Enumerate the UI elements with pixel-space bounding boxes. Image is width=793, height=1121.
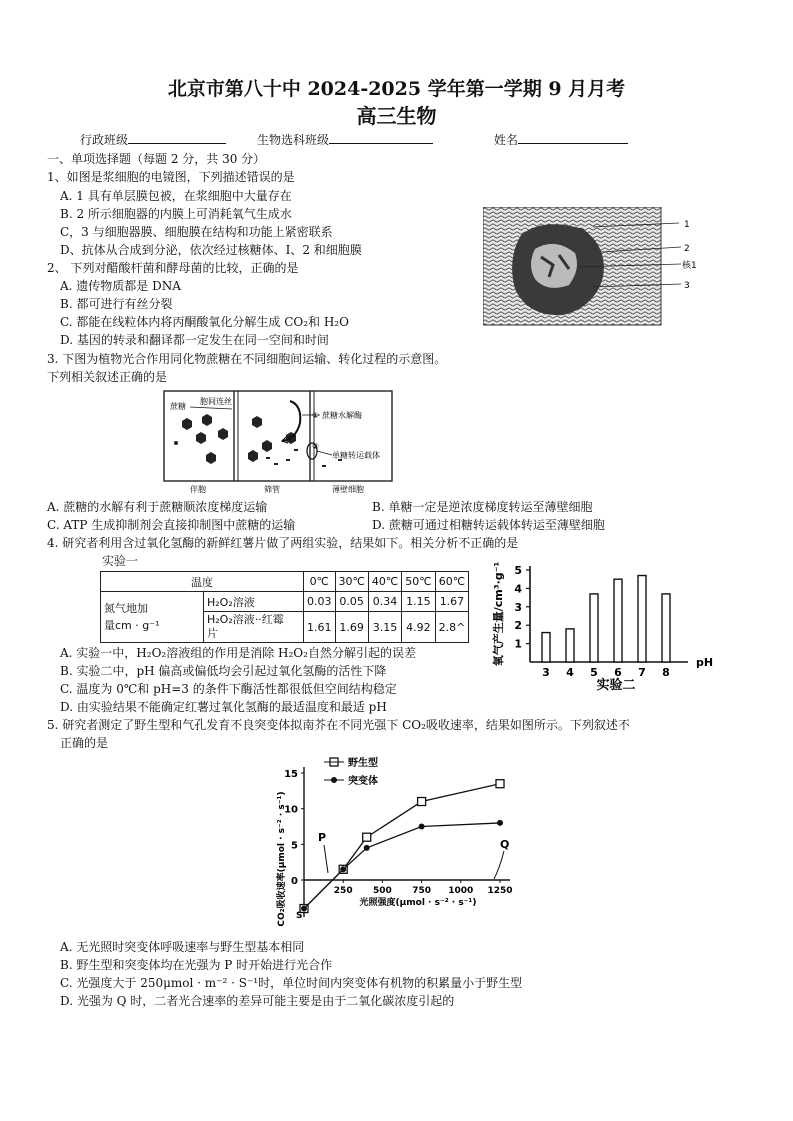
q4-bar <box>662 594 670 662</box>
table-row-group-label <box>101 592 204 643</box>
q5-xtick-label: 500 <box>373 886 392 896</box>
q1-option-b[interactable]: B. 2 所示细胞器的内膜上可消耗氧气生成水 <box>60 207 292 221</box>
q3-label-plasmodesmata: 胞间连丝 <box>200 397 232 406</box>
q4-bar <box>638 576 646 662</box>
admin-class-label: 行政班级 <box>80 133 129 147</box>
q3-option-c[interactable]: C. ATP 生成抑制剂会直接抑制图中蔗糖的运输 <box>47 518 296 532</box>
q4-bar <box>542 633 550 662</box>
table-header-temp: 温度 <box>101 572 304 592</box>
annotation-p-arrow <box>324 845 328 873</box>
q3-label-sym1: ① <box>312 411 320 420</box>
row2-label-line2: 片 <box>207 627 218 640</box>
annotation-p: P <box>318 831 327 844</box>
q5-line-chart <box>268 755 530 927</box>
q5-point-wildtype <box>496 780 504 788</box>
row-group-line1: 氮气地加 <box>104 602 148 615</box>
q1-micrograph <box>483 207 698 327</box>
q4-ytick-label: 5 <box>514 564 522 577</box>
q4-option-a[interactable]: A. 实验一中，H₂O₂溶液组的作用是消除 H₂O₂自然分解引起的误差 <box>60 646 416 660</box>
q4-xtick-label: 4 <box>566 666 574 679</box>
section-heading: 一、单项选择题（每题 2 分，共 30 分） <box>47 152 266 166</box>
q4-xtick-label: 7 <box>638 666 646 679</box>
exam-title: 北京市第八十中 2024-2025 学年第一学期 9 月月考 <box>167 78 626 100</box>
q5-point-mutant <box>419 824 425 830</box>
q2-option-a[interactable]: A. 遗传物质都是 DNA <box>60 279 181 293</box>
q4-option-d[interactable]: D. 由实验结果不能确定红薯过氧化氢酶的最适温度和最适 pH <box>60 700 387 714</box>
q3-label-companion-cell: 伴胞 <box>190 485 206 494</box>
legend-wildtype-label: 野生型 <box>348 758 378 769</box>
q4-bar-chart <box>490 556 730 694</box>
q5-option-b[interactable]: B. 野生型和突变体均在光强为 P 时开始进行光合作 <box>60 958 333 972</box>
q1-stem: 1、如图是浆细胞的电镜图，下列描述错误的是 <box>47 170 295 184</box>
q3-stem-line2: 下列相关叙述正确的是 <box>47 370 168 384</box>
q4-bar <box>590 594 598 662</box>
q5-xtick-label: 1250 <box>487 886 513 896</box>
table-cell: 0.05 <box>335 592 368 612</box>
q4-chart-xlabel: pH <box>696 656 714 669</box>
q4-experiment1-table <box>100 571 469 643</box>
q1-fig-label-1: 1 <box>684 220 690 230</box>
q2-option-d[interactable]: D. 基因的转录和翻译都一定发生在同一空间和时间 <box>60 333 329 347</box>
table-row-label: H₂O₂溶液 <box>204 592 304 612</box>
q2-option-c[interactable]: C. 都能在线粒体内将丙酮酸氧化分解生成 CO₂和 H₂O <box>60 315 349 329</box>
q1-option-c[interactable]: C，3 与细胞器膜、细胞膜在结构和功能上紧密联系 <box>60 225 333 239</box>
bio-class-blank[interactable] <box>329 131 433 144</box>
q2-stem: 2、 下列对醋酸杆菌和酵母菌的比较，正确的是 <box>47 261 299 275</box>
q5-xtick-label: 750 <box>412 886 431 896</box>
subject-title: 高三生物 <box>356 104 437 128</box>
q5-option-c[interactable]: C. 光强度大于 250μmol · m⁻² · S⁻¹时，单位时间内突变体有机物的积累量小于野生型 <box>60 976 523 990</box>
q4-chart-ylabel: 氧气产生量/cm³·g⁻¹ <box>492 561 505 667</box>
q4-stem: 4. 研究者利用含过氧化氢酶的新鲜红薯片做了两组实验，结果如下。相关分析不正确的是 <box>47 536 519 550</box>
bio-class-label: 生物选科班级 <box>257 133 330 147</box>
bio-class-field <box>257 131 433 148</box>
table-cell: 1.61 <box>304 612 336 643</box>
table-header-cell: 40℃ <box>368 572 401 592</box>
q1-fig-label-3: 3 <box>684 281 690 291</box>
q5-xtick-label: 1000 <box>448 886 474 896</box>
q4-ytick-label: 2 <box>514 619 522 633</box>
q1-option-a[interactable]: A. 1 具有单层膜包被，在浆细胞中大量存在 <box>60 189 292 203</box>
q5-chart-xlabel: 光照强度(μmol · s⁻² · s⁻¹) <box>359 898 477 908</box>
name-blank[interactable] <box>518 131 628 144</box>
q5-option-a[interactable]: A. 无光照时突变体呼吸速率与野生型基本相同 <box>60 940 305 954</box>
q3-stem-line1: 3. 下图为植物光合作用同化物蔗糖在不同细胞间运输、转化过程的示意图。 <box>47 352 447 366</box>
table-cell: 1.69 <box>335 612 368 643</box>
q3-label-sym2: ② <box>312 442 320 451</box>
q4-bar <box>566 629 574 662</box>
q5-point-mutant <box>340 866 346 872</box>
table-cell: 0.03 <box>304 592 336 612</box>
q5-point-wildtype <box>418 798 426 806</box>
row2-label-line1: H₂O₂溶液··红霉 <box>207 613 284 626</box>
q5-ytick-label: 15 <box>284 769 298 780</box>
q4-chart-title: 实验二 <box>596 678 636 693</box>
q3-option-d[interactable]: D. 蔗糖可通过相糖转运载体转运至薄壁细胞 <box>372 518 605 532</box>
legend-mutant-label: 突变体 <box>348 776 378 787</box>
table-cell: 2.8^ <box>435 612 469 643</box>
q4-xtick-label: 5 <box>590 666 598 679</box>
table-cell: 3.15 <box>368 612 401 643</box>
table-cell: 0.34 <box>368 592 401 612</box>
annotation-q-arrow <box>494 851 504 879</box>
q1-fig-label-2: 2 <box>684 244 690 254</box>
q5-ytick-label: 10 <box>284 804 298 816</box>
q4-xtick-label: 6 <box>614 666 622 679</box>
annotation-s: S <box>296 911 303 921</box>
q5-point-wildtype <box>363 833 371 841</box>
q5-stem-line2: 正确的是 <box>60 736 109 750</box>
table-row-label <box>204 612 304 643</box>
table-row <box>101 572 469 592</box>
q5-chart-ylabel: CO₂吸收速率(μmol · s⁻² · s⁻¹) <box>277 791 287 927</box>
q4-xtick-label: 3 <box>542 666 550 679</box>
name-field <box>494 131 628 148</box>
q5-option-d[interactable]: D. 光强为 Q 时，二者光合速率的差异可能主要是由于二氧化碳浓度引起的 <box>60 994 455 1008</box>
q3-label-hydrolase: 蔗糖水解酶 <box>322 411 362 420</box>
q4-ytick-label: 1 <box>514 637 522 651</box>
name-label: 姓名 <box>494 133 519 147</box>
q3-label-parenchyma: 薄壁细胞 <box>332 485 364 494</box>
table-row <box>101 592 469 612</box>
table-header-cell: 0℃ <box>304 572 336 592</box>
table-cell: 1.67 <box>435 592 469 612</box>
q5-xtick-label: 250 <box>333 886 353 896</box>
q4-xtick-label: 8 <box>662 666 670 679</box>
q3-option-a[interactable]: A. 蔗糖的水解有利于蔗糖顺浓度梯度运输 <box>47 500 268 514</box>
q4-option-b[interactable]: B. 实验二中，pH 偏高或偏低均会引起过氧化氢酶的活性下降 <box>60 664 387 678</box>
q3-label-sieve-tube: 筛管 <box>264 485 280 494</box>
q1-option-d[interactable]: D、抗体从合成到分泌，依次经过核糖体、I、2 和细胞膜 <box>60 243 362 257</box>
q2-option-b[interactable]: B. 都可进行有丝分裂 <box>60 297 173 311</box>
q4-ytick-label: 3 <box>514 600 522 614</box>
annotation-q: Q <box>500 838 510 851</box>
admin-class-blank[interactable] <box>128 131 226 144</box>
q4-option-c[interactable]: C. 温度为 0℃和 pH=3 的条件下酶活性都很低但空间结构稳定 <box>60 682 397 696</box>
table-header-cell: 60℃ <box>435 572 469 592</box>
q5-point-mutant <box>497 820 503 826</box>
table-cell: 4.92 <box>402 612 435 643</box>
q4-bar <box>614 579 622 662</box>
q1-fig-label-nucleus: 核1 <box>682 261 697 271</box>
q3-label-sucrose: 蔗糖 <box>170 402 186 411</box>
q5-ytick-label: 0 <box>291 876 298 887</box>
q4-ytick-label: 4 <box>514 582 522 596</box>
table-cell: 1.15 <box>402 592 435 612</box>
q4-experiment1-label: 实验一 <box>102 554 139 568</box>
q5-point-mutant <box>364 845 370 851</box>
table-header-cell: 50℃ <box>402 572 435 592</box>
q3-label-transporter: 单糖转运载体 <box>332 451 380 460</box>
table-header-cell: 30℃ <box>335 572 368 592</box>
row-group-line2: 量cm · g⁻¹ <box>104 619 160 632</box>
q5-stem-line1: 5. 研究者测定了野生型和气孔发育不良突变体拟南芥在不同光强下 CO₂吸收速率，结果如图所示。下列叙述不 <box>47 718 630 732</box>
admin-class-field <box>80 131 226 148</box>
q3-transport-diagram <box>162 389 394 495</box>
q3-option-b[interactable]: B. 单糖一定是逆浓度梯度转运至薄壁细胞 <box>372 500 593 514</box>
q5-ytick-label: 5 <box>291 840 298 852</box>
